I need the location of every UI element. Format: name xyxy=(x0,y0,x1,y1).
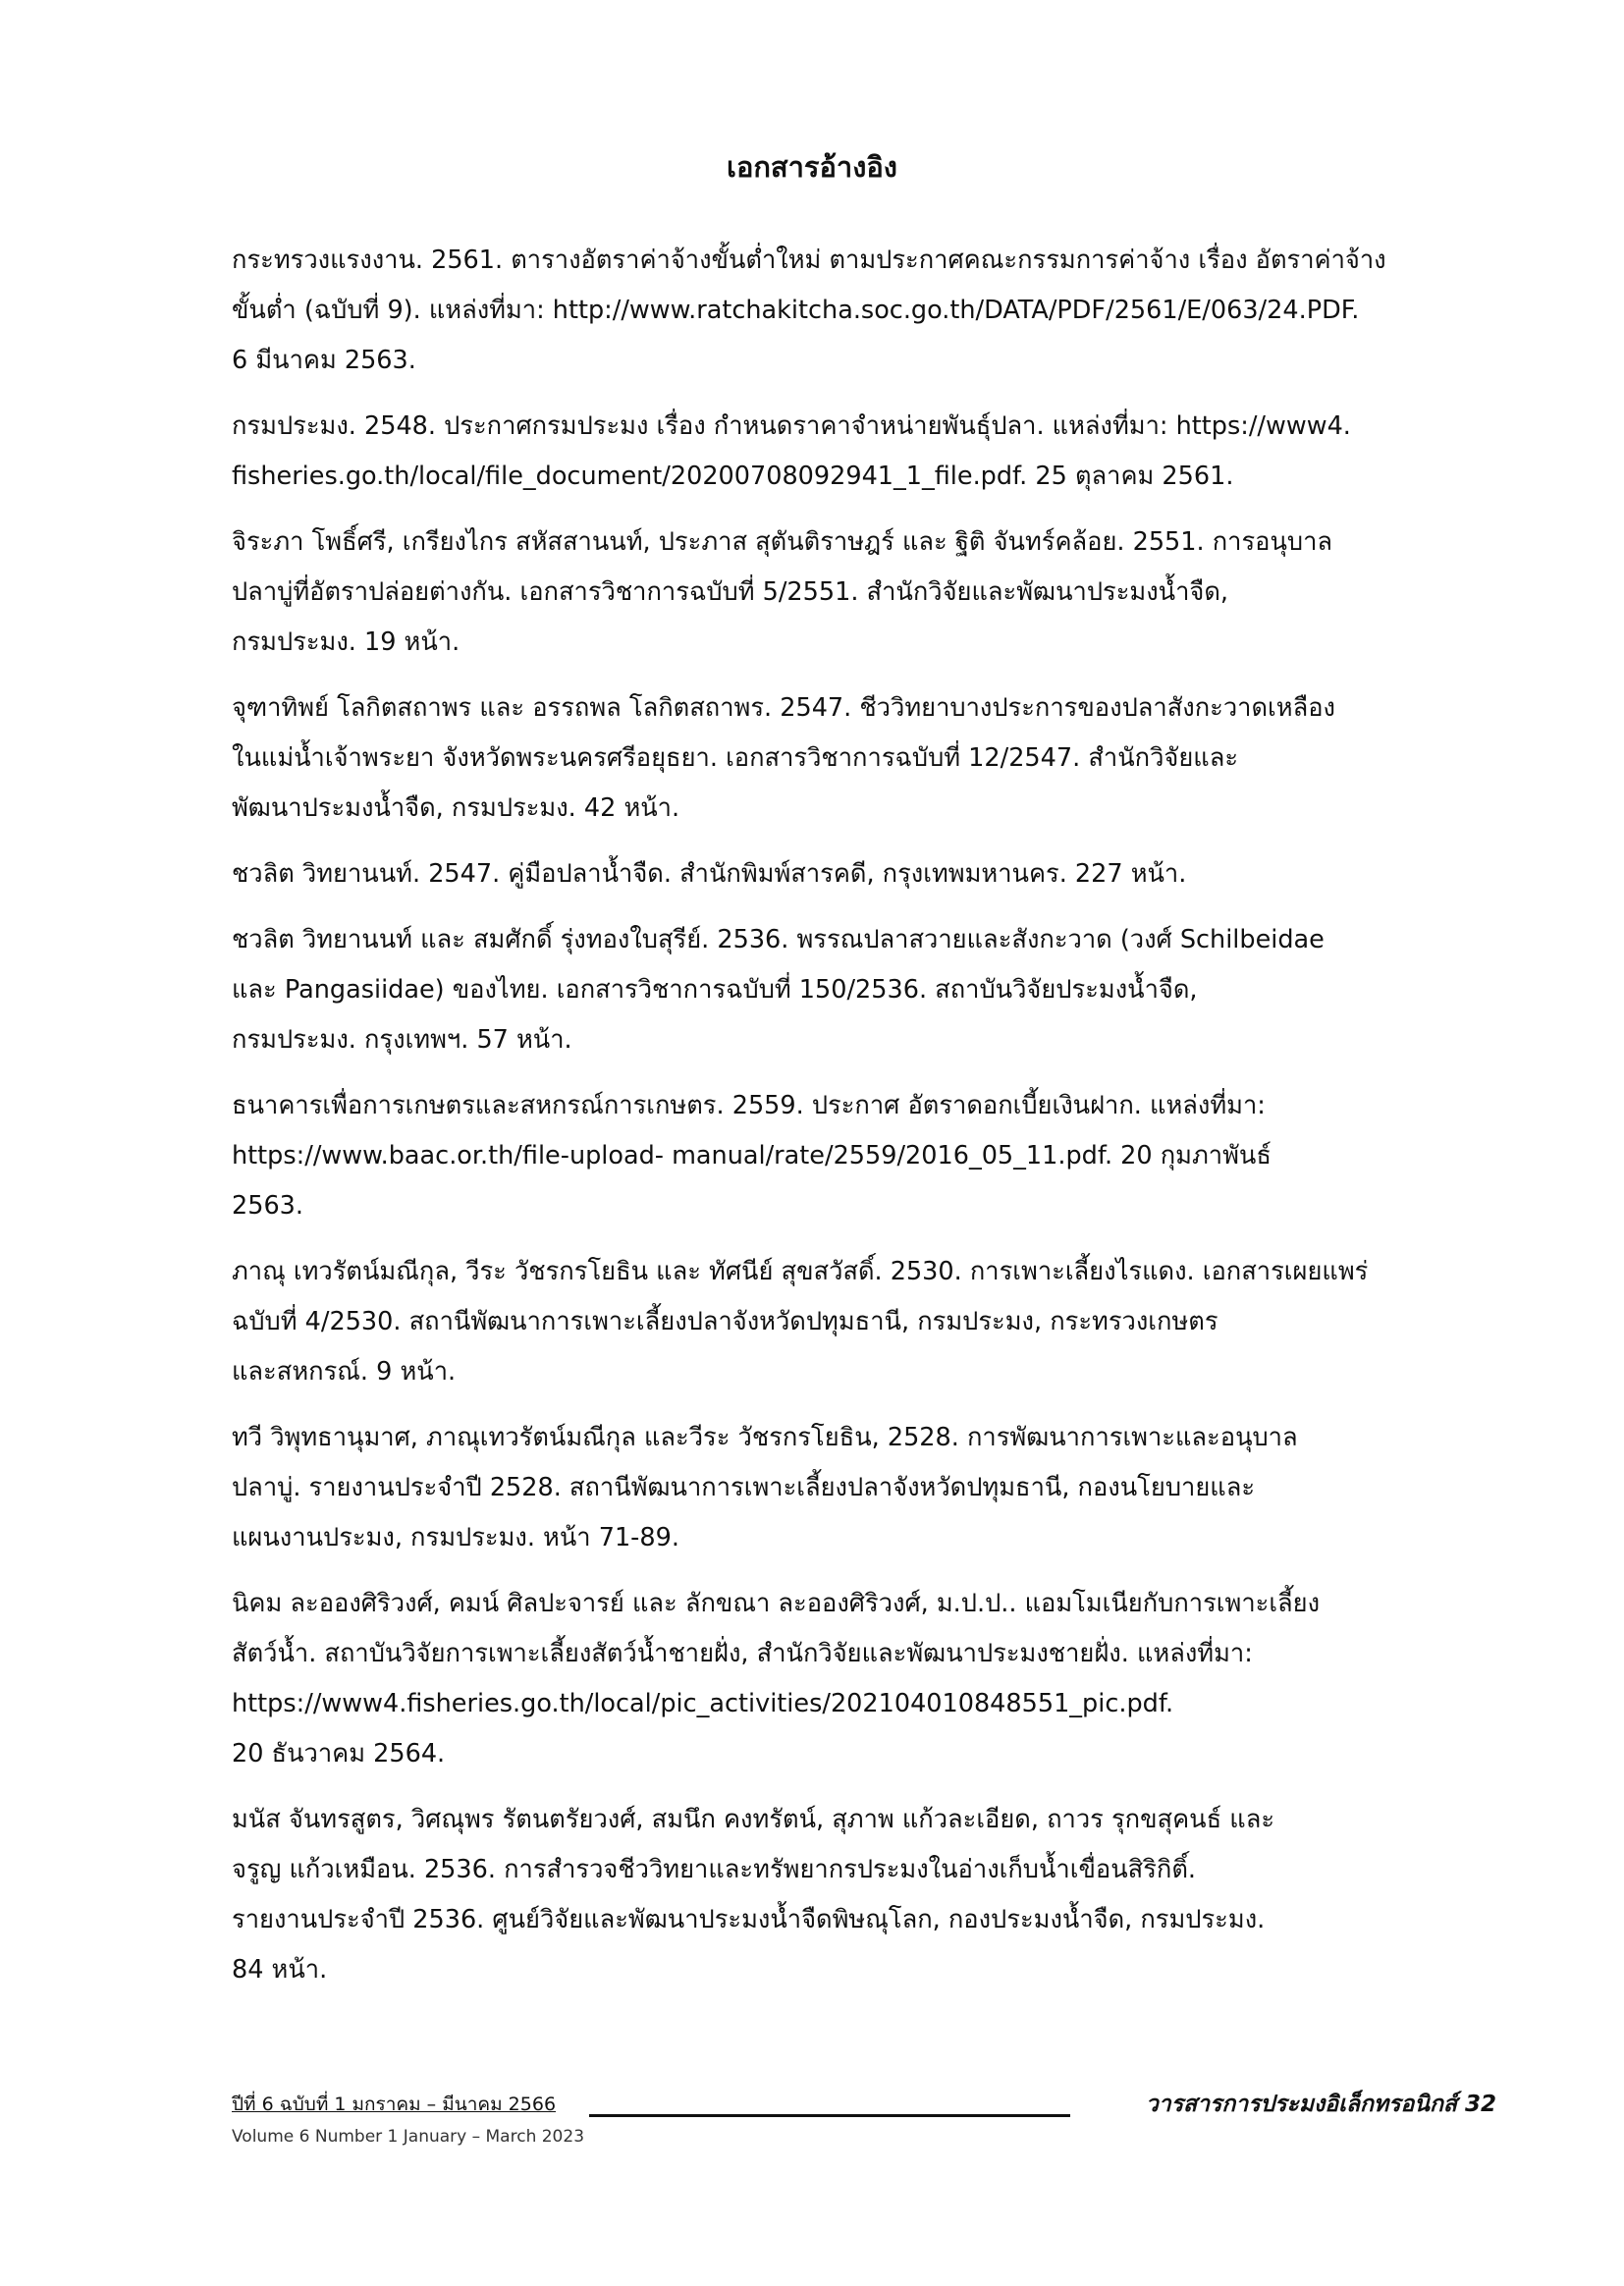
reference-line: ทวี วิพุทธานุมาศ, ภาณุเทวรัตน์มณีกุล และวีระ วัชรกรโยธิน, 2528. การพัฒนาการเพาะและอนุบาล xyxy=(232,1423,1298,1452)
reference-entry xyxy=(232,1413,1498,1563)
reference-entry xyxy=(232,402,1498,502)
reference-entry xyxy=(232,236,1498,386)
reference-entry xyxy=(232,1579,1498,1779)
reference-line: จุฑาทิพย์ โลกิตสถาพร และ อรรถพล โลกิตสถาพร. 2547. ชีววิทยาบางประการของปลาสังกะวาดเหลือง xyxy=(232,693,1335,723)
reference-line: ขั้นต่ำ (ฉบับที่ 9). แหล่งที่มา: http://www.ratchakitcha.soc.go.th/DATA/PDF/2561/E/063/24.PDF. xyxy=(232,296,1360,325)
footer-divider xyxy=(589,2114,1070,2117)
reference-entry xyxy=(232,517,1498,668)
page-number: 32 xyxy=(1464,2092,1496,2117)
reference-entry xyxy=(232,683,1498,834)
reference-line: 84 หน้า. xyxy=(232,1955,328,1985)
footer-volume-english: Volume 6 Number 1 January – March 2023 xyxy=(232,2127,585,2147)
page-title: เอกสารอ้างอิง xyxy=(727,150,897,184)
reference-line: ชวลิต วิทยานนท์ และ สมศักดิ์ รุ่งทองใบสุรีย์. 2536. พรรณปลาสวายและสังกะวาด (วงศ์ Schilbeidae xyxy=(232,925,1325,954)
reference-line: และ Pangasiidae) ของไทย. เอกสารวิชาการฉบับที่ 150/2536. สถาบันวิจัยประมงน้ำจืด, xyxy=(232,975,1198,1005)
reference-line: จรูญ แก้วเหมือน. 2536. การสำรวจชีววิทยาและทรัพยากรประมงในอ่างเก็บน้ำเขื่อนสิริกิติ์. xyxy=(232,1855,1196,1884)
reference-line: ชวลิต วิทยานนท์. 2547. คู่มือปลาน้ำจืด. สำนักพิมพ์สารคดี, กรุงเทพมหานคร. 227 หน้า. xyxy=(232,859,1187,889)
reference-line: 6 มีนาคม 2563. xyxy=(232,346,416,375)
reference-line: แผนงานประมง, กรมประมง. หน้า 71-89. xyxy=(232,1523,679,1552)
reference-line: https://www4.fisheries.go.th/local/pic_activities/202104010848551_pic.pdf. xyxy=(232,1689,1174,1718)
reference-entry xyxy=(232,1081,1498,1231)
reference-line: fisheries.go.th/local/file_document/20200708092941_1_file.pdf. 25 ตุลาคม 2561. xyxy=(232,462,1234,491)
reference-line: 20 ธันวาคม 2564. xyxy=(232,1739,446,1769)
reference-entry xyxy=(232,849,1498,899)
reference-line: ภาณุ เทวรัตน์มณีกุล, วีระ วัชรกรโยธิน และ ทัศนีย์ สุขสวัสดิ์. 2530. การเพาะเลี้ยงไรแดง. เอกสารเผยแพร่ xyxy=(232,1257,1369,1286)
reference-line: กรมประมง. 19 หน้า. xyxy=(232,627,460,657)
reference-line: https://www.baac.or.th/file-upload- manual/rate/2559/2016_05_11.pdf. 20 กุมภาพันธ์ xyxy=(232,1141,1272,1170)
reference-line: จิระภา โพธิ์ศรี, เกรียงไกร สหัสสานนท์, ประภาส สุตันติราษฎร์ และ ฐิติ จันทร์คล้อย. 2551. การอนุบาล xyxy=(232,527,1333,557)
reference-entry xyxy=(232,1247,1498,1397)
footer-issue-thai: ปีที่ 6 ฉบับที่ 1 มกราคม – มีนาคม 2566 xyxy=(232,2094,557,2115)
reference-line: พัฒนาประมงน้ำจืด, กรมประมง. 42 หน้า. xyxy=(232,793,680,823)
reference-line: กระทรวงแรงงาน. 2561. ตารางอัตราค่าจ้างขั้นต่ำใหม่ ตามประกาศคณะกรรมการค่าจ้าง เรื่อง อัตราค่าจ้าง xyxy=(232,245,1386,275)
reference-list xyxy=(232,236,1498,2011)
reference-line: ปลาบู่ที่อัตราปล่อยต่างกัน. เอกสารวิชาการฉบับที่ 5/2551. สำนักวิจัยและพัฒนาประมงน้ำจืด, xyxy=(232,577,1229,607)
reference-line: นิคม ละอองศิริวงศ์, คมน์ ศิลปะจารย์ และ ลักขณา ละอองศิริวงศ์, ม.ป.ป.. แอมโมเนียกับการเพาะเลี้ยง xyxy=(232,1589,1321,1618)
reference-line: มนัส จันทรสูตร, วิศณุพร รัตนตรัยวงศ์, สมนึก คงทรัตน์, สุภาพ แก้วละเอียด, ถาวร รุกขสุคนธ์ และ xyxy=(232,1805,1275,1834)
reference-entry xyxy=(232,1795,1498,1995)
reference-line: กรมประมง. 2548. ประกาศกรมประมง เรื่อง กำหนดราคาจำหน่ายพันธุ์ปลา. แหล่งที่มา: https://www4. xyxy=(232,411,1351,441)
journal-name: วารสารการประมงอิเล็กทรอนิกส์ xyxy=(1145,2092,1457,2117)
reference-line: รายงานประจำปี 2536. ศูนย์วิจัยและพัฒนาประมงน้ำจืดพิษณุโลก, กองประมงน้ำจืด, กรมประมง. xyxy=(232,1905,1266,1934)
reference-line: กรมประมง. กรุงเทพฯ. 57 หน้า. xyxy=(232,1025,572,1055)
reference-line: 2563. xyxy=(232,1191,304,1221)
reference-line: ในแม่น้ำเจ้าพระยา จังหวัดพระนครศรีอยุธยา. เอกสารวิชาการฉบับที่ 12/2547. สำนักวิจัยและ xyxy=(232,743,1239,773)
reference-line: ฉบับที่ 4/2530. สถานีพัฒนาการเพาะเลี้ยงปลาจังหวัดปทุมธานี, กรมประมง, กระทรวงเกษตร xyxy=(232,1307,1218,1336)
reference-line: ปลาบู่. รายงานประจำปี 2528. สถานีพัฒนาการเพาะเลี้ยงปลาจังหวัดปทุมธานี, กองนโยบายและ xyxy=(232,1473,1256,1502)
reference-line: ธนาคารเพื่อการเกษตรและสหกรณ์การเกษตร. 2559. ประกาศ อัตราดอกเบี้ยเงินฝาก. แหล่งที่มา: xyxy=(232,1091,1266,1120)
reference-line: สัตว์น้ำ. สถาบันวิจัยการเพาะเลี้ยงสัตว์น้ำชายฝั่ง, สำนักวิจัยและพัฒนาประมงชายฝั่ง. แหล่งที่มา: xyxy=(232,1639,1253,1668)
footer-journal-title xyxy=(1146,2090,1496,2119)
reference-line: และสหกรณ์. 9 หน้า. xyxy=(232,1357,457,1387)
reference-entry xyxy=(232,915,1498,1065)
